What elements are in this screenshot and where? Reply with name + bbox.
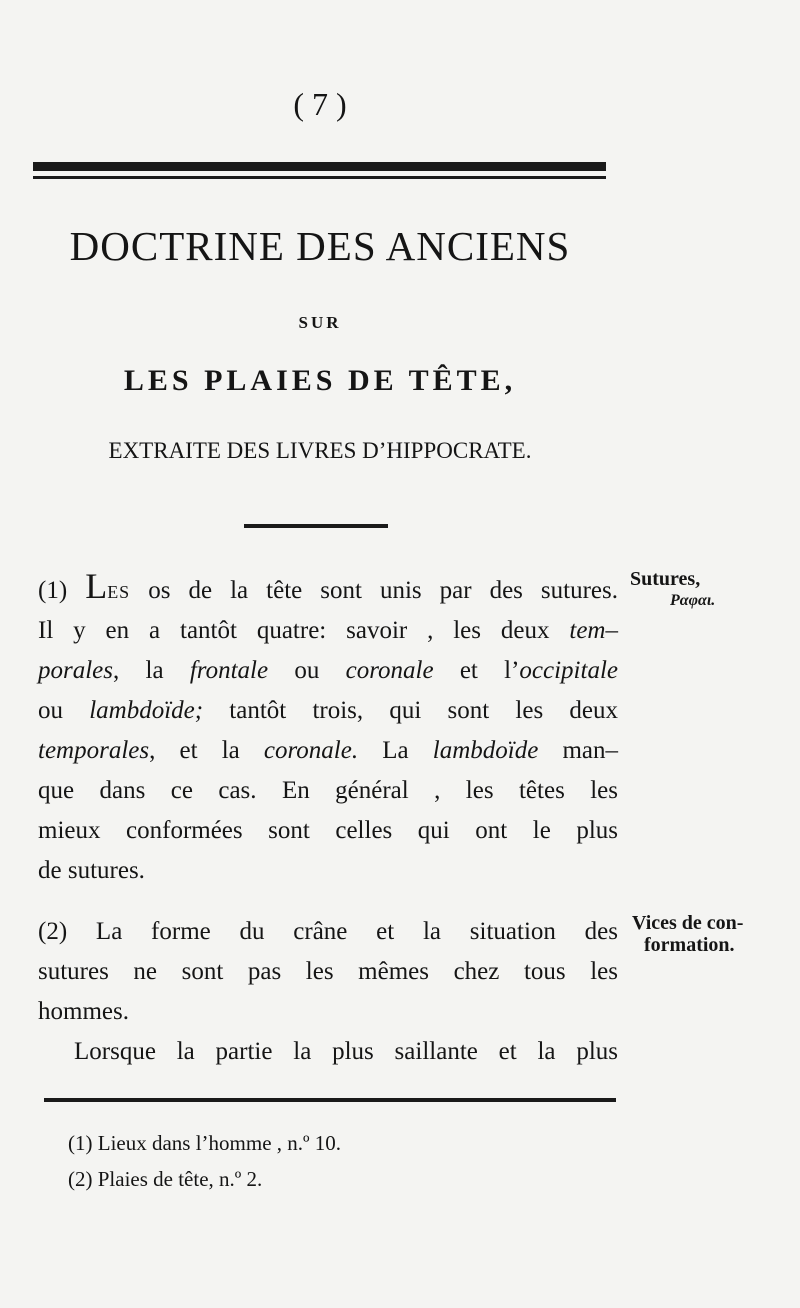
text-run: et l’: [433, 657, 520, 684]
italic-run: coronale: [345, 657, 434, 684]
small-caps-text: es: [107, 577, 131, 604]
paragraph-3-line-1: Lorsque la partie la plus saillante et la plus: [74, 1038, 618, 1065]
text-run: , la: [113, 657, 190, 684]
margin-note-text: Vices de con-: [632, 912, 744, 934]
paragraph-1-line-7: mieux conformées sont celles qui ont le plus: [38, 817, 618, 844]
drop-cap: L: [85, 566, 108, 606]
paragraph-1-line-3: [38, 651, 618, 691]
paragraph-1: [38, 566, 618, 891]
text-run: tantôt trois, qui sont les deux: [203, 697, 618, 724]
text-run: os de la tête sont unis par des sutures.: [130, 577, 619, 604]
paragraph-1-line-1: [38, 566, 618, 611]
paragraph-1-line-5: [38, 731, 618, 771]
paragraph-2-line-2: sutures ne sont pas les mêmes chez tous les: [38, 958, 618, 985]
paragraph-2-line-1: (2) La forme du crâne et la situation des: [38, 918, 618, 945]
paragraph-number: (1): [38, 577, 68, 604]
footnote-1: (1) Lieux dans l’homme , n.º 10.: [68, 1131, 342, 1155]
italic-run: lambdoïde;: [89, 697, 204, 724]
text-run: ou: [268, 657, 346, 684]
italic-run: frontale: [189, 657, 269, 684]
italic-run: temporales: [38, 737, 150, 764]
italic-run: tem–: [569, 617, 618, 644]
text-run: Il y en a tantôt quatre: savoir , les deux: [38, 617, 570, 644]
chapter-subtitle: LES PLAIES DE TÊTE,: [123, 364, 517, 397]
paragraph-1-line-4: [38, 691, 618, 731]
paragraph-2: [38, 912, 618, 1032]
paragraph-1-line-6: que dans ce cas. En général , les têtes les: [38, 777, 618, 804]
page-number: ( 7 ): [293, 86, 347, 122]
source-line: EXTRAITE DES LIVRES D’HIPPOCRATE.: [108, 438, 532, 463]
margin-note-text: formation.: [644, 934, 735, 956]
paragraph-2-line-3: hommes.: [38, 998, 129, 1025]
margin-note-vices: [632, 912, 782, 956]
italic-run: porales: [38, 657, 113, 684]
header-rule-thick: [33, 162, 606, 171]
paragraph-1-line-2: [38, 611, 618, 651]
header-rule-thin: [33, 176, 606, 179]
text-run: , et la: [149, 737, 264, 764]
title-connector: SUR: [298, 313, 342, 332]
footnote-rule: [44, 1098, 616, 1102]
italic-run: lambdoïde: [432, 737, 539, 764]
title-divider: [244, 524, 388, 528]
text-run: man–: [538, 737, 619, 764]
chapter-title: DOCTRINE DES ANCIENS: [69, 223, 571, 269]
margin-note-text: Sutures,: [630, 568, 701, 590]
italic-run: coronale.: [263, 737, 359, 764]
margin-note-greek: Ραφαι.: [670, 592, 716, 609]
margin-note-sutures: [630, 568, 780, 612]
footnote-2: (2) Plaies de tête, n.º 2.: [68, 1167, 263, 1191]
text-run: La: [358, 737, 433, 764]
paragraph-3: [38, 1032, 618, 1072]
italic-run: occipitale: [519, 657, 618, 684]
text-run: ou: [38, 697, 90, 724]
paragraph-1-line-8: de sutures.: [38, 857, 145, 884]
